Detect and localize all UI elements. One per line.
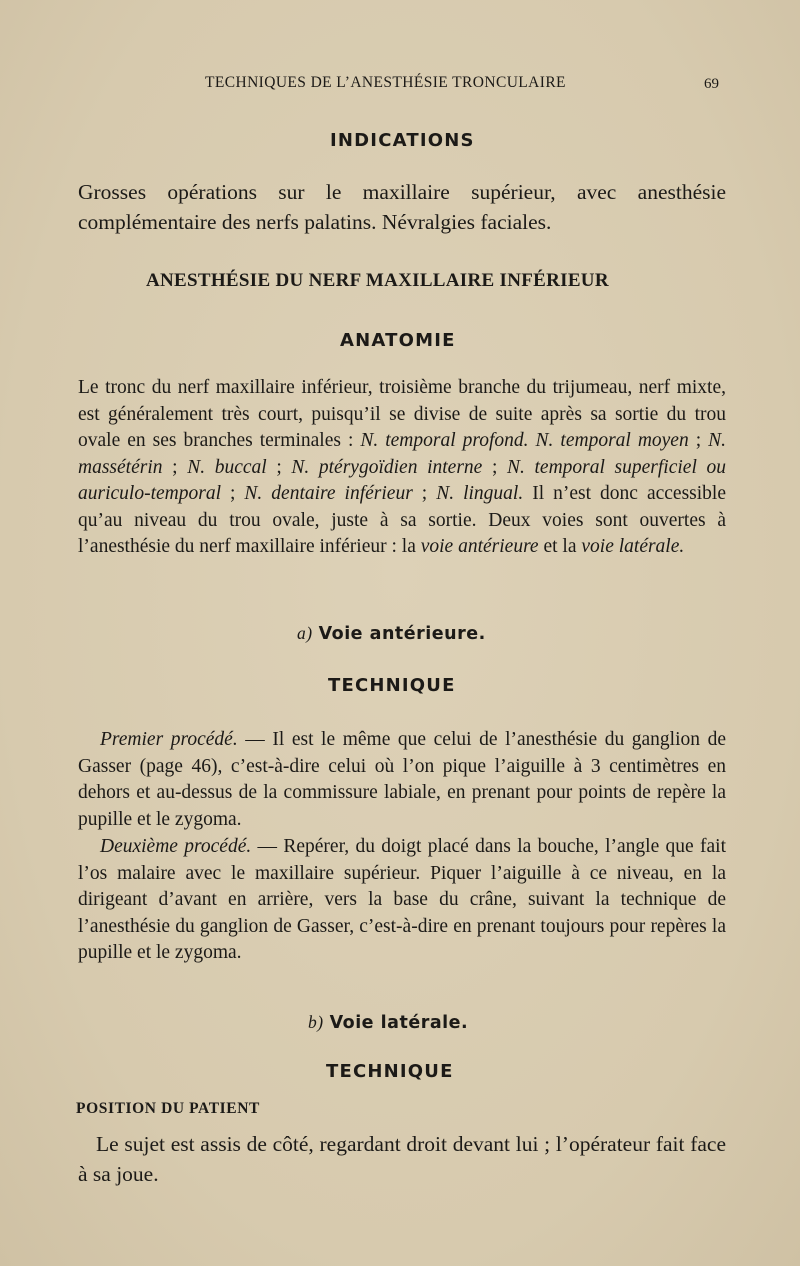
- premier-procede-paragraph: [78, 727, 726, 833]
- nerve-name: N. buccal: [187, 456, 267, 478]
- nerve-name: N. temporal profond.: [360, 430, 529, 451]
- subsection-letter: b): [308, 1012, 324, 1032]
- procede-label: Premier procédé.: [100, 729, 238, 750]
- anatomie-text: ;: [162, 456, 188, 478]
- procede-text: — Repérer, du doigt placé dans la bouche, l’angle que fait l’os malaire avec le maxillaire supérieur. Piquer l’aiguille à ce niveau, en la dirigeant d’avant en arrière, vers la base du crâne, suivant la technique de l’anesthésie du ganglion de Gasser, c’est-à-dire en prenant toujours pour repères la pupille et le zygoma.: [78, 836, 726, 963]
- subsection-voie-anterieure: [297, 623, 486, 644]
- nerve-name: N. ptérygoïdien interne: [291, 456, 483, 478]
- procede-text: — Il est le même que celui de l’anesthésie du ganglion de Gasser (page 46), c’est-à-dire celui où l’on pique l’aiguille à 3 centimètres en dehors et au-dessus de la commissure labiale, en prenant pour points de repère la pupille et le zygoma.: [78, 729, 726, 830]
- anatomie-text: ;: [482, 456, 507, 478]
- indications-paragraph: Grosses opérations sur le maxillaire supérieur, avec anesthésie complémentaire des nerfs palatins. Névralgies faciales.: [78, 180, 726, 234]
- nerve-name: N. lingual.: [436, 483, 524, 504]
- anatomie-text: ;: [412, 483, 437, 504]
- anatomie-paragraph: [78, 375, 726, 561]
- anatomie-text: ;: [266, 456, 292, 478]
- anatomie-text: Le tronc du nerf maxillaire inférieur, troisième branche du trijumeau, nerf mixte, est généralement très court, puisqu’il se divise de suite après sa sortie du trou ovale en ses branches terminales :: [78, 377, 726, 451]
- page-number: 69: [704, 76, 719, 92]
- position-heading: POSITION DU PATIENT: [76, 1100, 260, 1117]
- deuxieme-procede-paragraph: [78, 834, 726, 967]
- voie-name: voie latérale.: [581, 536, 685, 557]
- nerve-name: N. massétérin: [78, 430, 727, 478]
- subsection-letter: a): [297, 623, 313, 643]
- anatomie-text: [529, 430, 536, 451]
- nerve-name: N. dentaire inférieur: [244, 483, 413, 504]
- anatomie-heading: ANATOMIE: [340, 330, 456, 351]
- procede-label: Deuxième procédé.: [100, 836, 252, 857]
- subsection-label: Voie antérieure.: [318, 624, 486, 644]
- indications-heading: INDICATIONS: [330, 130, 475, 151]
- anatomie-text: ;: [688, 430, 709, 451]
- technique-heading: TECHNIQUE: [328, 675, 456, 696]
- technique-heading: TECHNIQUE: [326, 1061, 454, 1082]
- position-paragraph: Le sujet est assis de côté, regardant droit devant lui ; l’opérateur fait face à sa joue.: [78, 1132, 726, 1186]
- nerve-name: N. temporal moyen: [535, 430, 689, 451]
- running-title: TECHNIQUES DE L’ANESTHÉSIE TRONCULAIRE: [205, 74, 566, 91]
- anatomie-text: ;: [220, 483, 245, 504]
- nerve-name: N. temporal superficiel ou auriculo-temporal: [78, 456, 727, 504]
- section-title: ANESTHÉSIE DU NERF MAXILLAIRE INFÉRIEUR: [146, 270, 609, 291]
- anatomie-text: Il n’est donc accessible qu’au niveau du trou ovale, juste à sa sortie. Deux voies sont ouvertes à l’anesthésie du nerf maxillaire inférieur : la: [78, 483, 726, 557]
- voie-name: voie antérieure: [420, 536, 539, 557]
- subsection-voie-laterale: [308, 1012, 468, 1033]
- anatomie-text: et la: [538, 536, 582, 557]
- subsection-label: Voie latérale.: [329, 1013, 469, 1033]
